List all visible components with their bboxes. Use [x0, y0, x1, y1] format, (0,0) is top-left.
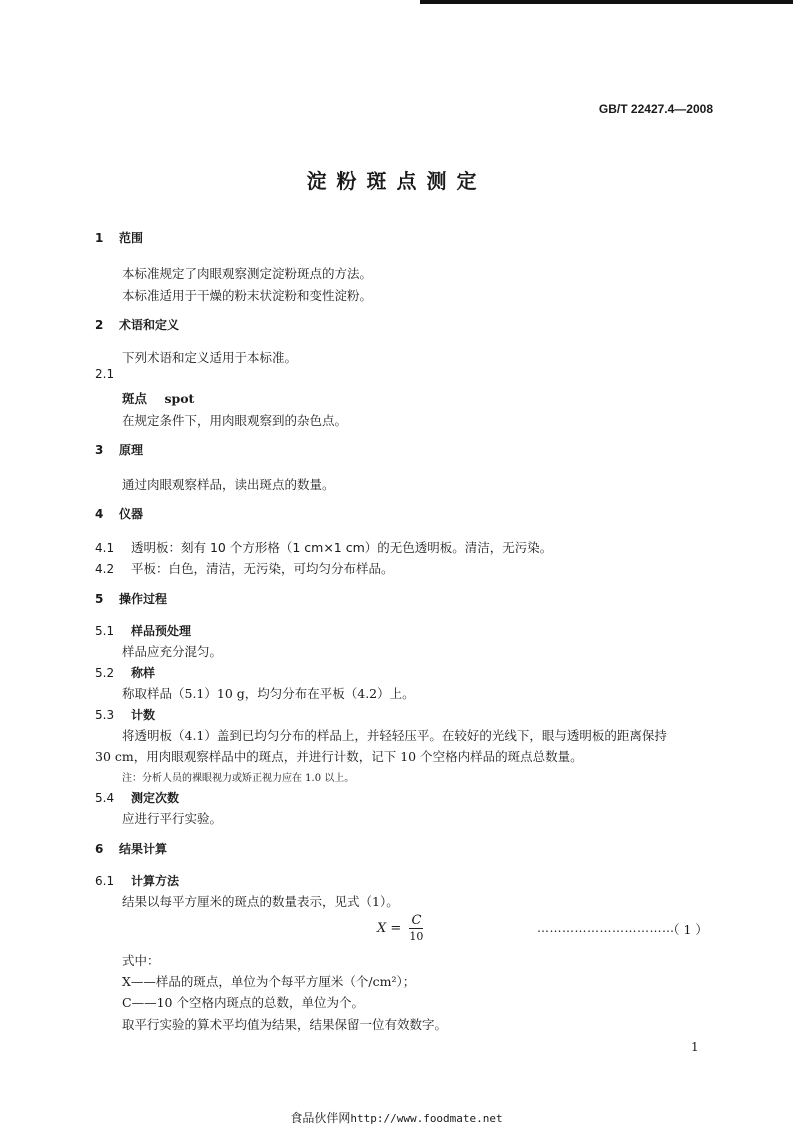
formula-label: （ 1 ） — [667, 922, 708, 937]
section-title: 范围 — [119, 231, 144, 245]
formula-lhs: X = — [377, 921, 402, 936]
footer — [0, 1109, 793, 1126]
paragraph: 通过肉眼观察样品，读出斑点的数量。 — [122, 477, 335, 492]
subsection-number: 5.4 — [95, 791, 115, 805]
subsection-5-4-heading — [95, 789, 179, 806]
section-number: 4 — [95, 507, 104, 521]
section-number: 5 — [95, 592, 104, 606]
section-6-heading — [95, 840, 167, 857]
subsection-title: 计数 — [131, 708, 156, 722]
paragraph: 称取样品（5.1）10 g，均匀分布在平板（4.2）上。 — [122, 686, 415, 701]
subsection-number: 5.2 — [95, 666, 115, 680]
paragraph: 应进行平行实验。 — [122, 811, 223, 826]
section-number: 3 — [95, 443, 104, 457]
subsection-title: 测定次数 — [131, 791, 180, 805]
footer-url[interactable]: http://www.foodmate.net — [350, 1112, 503, 1125]
term-chinese: 斑点 — [122, 391, 148, 406]
subsection-text: 平板：白色，清洁，无污染，可均匀分布样品。 — [131, 561, 394, 576]
paragraph: 取平行实验的算术平均值为结果，结果保留一位有效数字。 — [122, 1017, 448, 1032]
paragraph: 结果以每平方厘米的斑点的数量表示，见式（1）。 — [122, 894, 399, 909]
paragraph: 将透明板（4.1）盖到已均匀分布的样品上，并轻轻压平。在较好的光线下，眼与透明板的距离保持 — [122, 728, 667, 743]
subsection-title: 样品预处理 — [131, 624, 192, 638]
formula-leader-dots: …………………………… — [537, 921, 675, 935]
page-title: 淀粉斑点测定 — [306, 169, 487, 193]
paragraph: 下列术语和定义适用于本标准。 — [122, 350, 298, 365]
section-title: 操作过程 — [119, 592, 168, 606]
formula-numerator: C — [409, 913, 423, 929]
term-english: spot — [164, 391, 195, 406]
paragraph: 式中： — [122, 953, 160, 968]
top-border-bar — [420, 0, 793, 4]
paragraph: 本标准适用于干燥的粉末状淀粉和变性淀粉。 — [122, 288, 373, 303]
subsection-title: 计算方法 — [131, 874, 180, 888]
subsection-5-2-heading — [95, 664, 155, 681]
paragraph: 样品应充分混匀。 — [122, 644, 223, 659]
subsection-5-3-heading — [95, 706, 155, 723]
section-4-heading — [95, 505, 143, 522]
section-title: 原理 — [119, 443, 144, 457]
page-number: 1 — [691, 1040, 699, 1054]
subsection-number: 5.1 — [95, 624, 115, 638]
section-3-heading — [95, 441, 143, 458]
subsection-number: 4.1 — [95, 541, 115, 555]
variable-definition: C——10 个空格内斑点的总数，单位为个。 — [122, 995, 364, 1010]
subsection-5-1-heading — [95, 622, 191, 639]
section-2-heading — [95, 316, 179, 333]
section-title: 术语和定义 — [119, 318, 180, 332]
section-5-heading — [95, 590, 167, 607]
subsection-number: 4.2 — [95, 562, 115, 576]
paragraph: 30 cm，用肉眼观察样品中的斑点，并进行计数，记下 10 个空格内样品的斑点总数量。 — [95, 749, 583, 764]
section-title: 结果计算 — [119, 842, 168, 856]
section-number: 1 — [95, 231, 104, 245]
section-number: 2 — [95, 318, 104, 332]
term-definition: 在规定条件下，用肉眼观察到的杂色点。 — [122, 413, 348, 428]
section-number: 6 — [95, 842, 104, 856]
subsection-number: 6.1 — [95, 874, 115, 888]
paragraph: 本标准规定了肉眼观察测定淀粉斑点的方法。 — [122, 266, 373, 281]
section-1-heading — [95, 229, 143, 246]
section-title: 仪器 — [119, 507, 144, 521]
subsection-4-2 — [95, 559, 394, 577]
term-line — [122, 389, 194, 407]
subsection-text: 透明板：刻有 10 个方形格（1 cm×1 cm）的无色透明板。清洁，无污染。 — [131, 540, 553, 555]
formula-denominator: 10 — [409, 930, 424, 943]
formula-fraction — [409, 913, 423, 944]
footer-site-name: 食品伙伴网 — [290, 1111, 351, 1125]
subsection-title: 称样 — [131, 666, 156, 680]
formula — [377, 913, 423, 944]
subsection-number: 5.3 — [95, 708, 115, 722]
note: 注：分析人员的裸眼视力或矫正视力应在 1.0 以上。 — [122, 773, 355, 784]
variable-definition: X——样品的斑点，单位为个每平方厘米（个/cm²）； — [122, 974, 416, 989]
standard-code: GB/T 22427.4—2008 — [598, 102, 713, 116]
subsection-number: 2.1 — [95, 367, 115, 381]
subsection-6-1-heading — [95, 872, 179, 889]
subsection-4-1 — [95, 538, 552, 556]
